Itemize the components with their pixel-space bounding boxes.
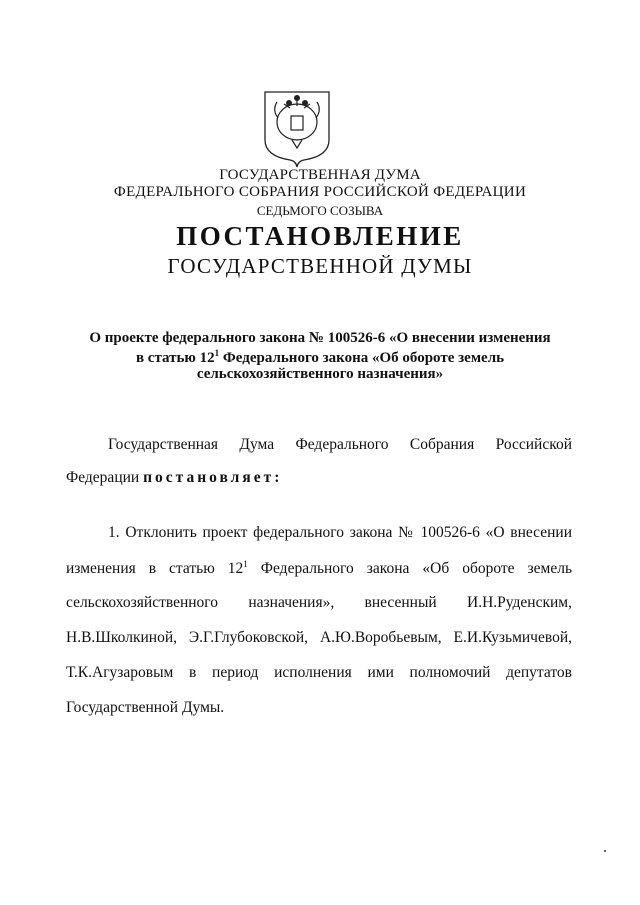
subject-line-2 (0, 348, 640, 367)
item-1-line-3: сельскохозяйственного назначения», внесенный И.Н.Руденским, (66, 594, 572, 611)
scan-speck (604, 850, 606, 852)
item-1-line-1: 1. Отклонить проект федерального закона № 100526-6 «О внесении (108, 524, 572, 541)
preamble-text: Федерации (66, 469, 144, 486)
document-subtitle: ГОСУДАРСТВЕННОЙ ДУМЫ (167, 254, 473, 278)
decree-verb: постановляет: (143, 469, 283, 486)
item-1-line-2 (66, 559, 572, 578)
item-1-line-6: Государственной Думы. (66, 699, 225, 716)
preamble-line-2 (66, 469, 572, 487)
subject-text: Федерального закона «Об обороте земель (219, 350, 505, 366)
item-1-line-4: Н.В.Школкиной, Э.Г.Глубоковской, А.Ю.Воробьевым, Е.И.Кузьмичевой, (66, 629, 572, 646)
header-line-duma: ГОСУДАРСТВЕННАЯ ДУМА (219, 167, 421, 183)
superscript: 1 (243, 559, 248, 569)
item-text: Федерального закона «Об обороте земель (247, 560, 573, 578)
superscript: 1 (214, 348, 220, 358)
header-line-federal-assembly: ФЕДЕРАЛЬНОГО СОБРАНИЯ РОССИЙСКОЙ ФЕДЕРАЦИИ (113, 184, 527, 200)
item-text: изменения в статью 12 (66, 560, 244, 578)
subject-line-1: О проекте федерального закона № 100526-6 «О внесении изменения (89, 330, 551, 346)
coat-of-arms-emblem (262, 90, 332, 168)
header-line-convocation: СЕДЬМОГО СОЗЫВА (256, 203, 384, 218)
item-1-line-5: Т.К.Агузаровым в период исполнения ими полномочий депутатов (66, 664, 572, 681)
subject-line-3: сельскохозяйственного назначения» (196, 366, 444, 382)
preamble-line-1: Государственная Дума Федерального Собрания Российской (108, 436, 572, 453)
subject-text: в статью 12 (135, 350, 215, 366)
document-title: ПОСТАНОВЛЕНИЕ (176, 221, 464, 251)
